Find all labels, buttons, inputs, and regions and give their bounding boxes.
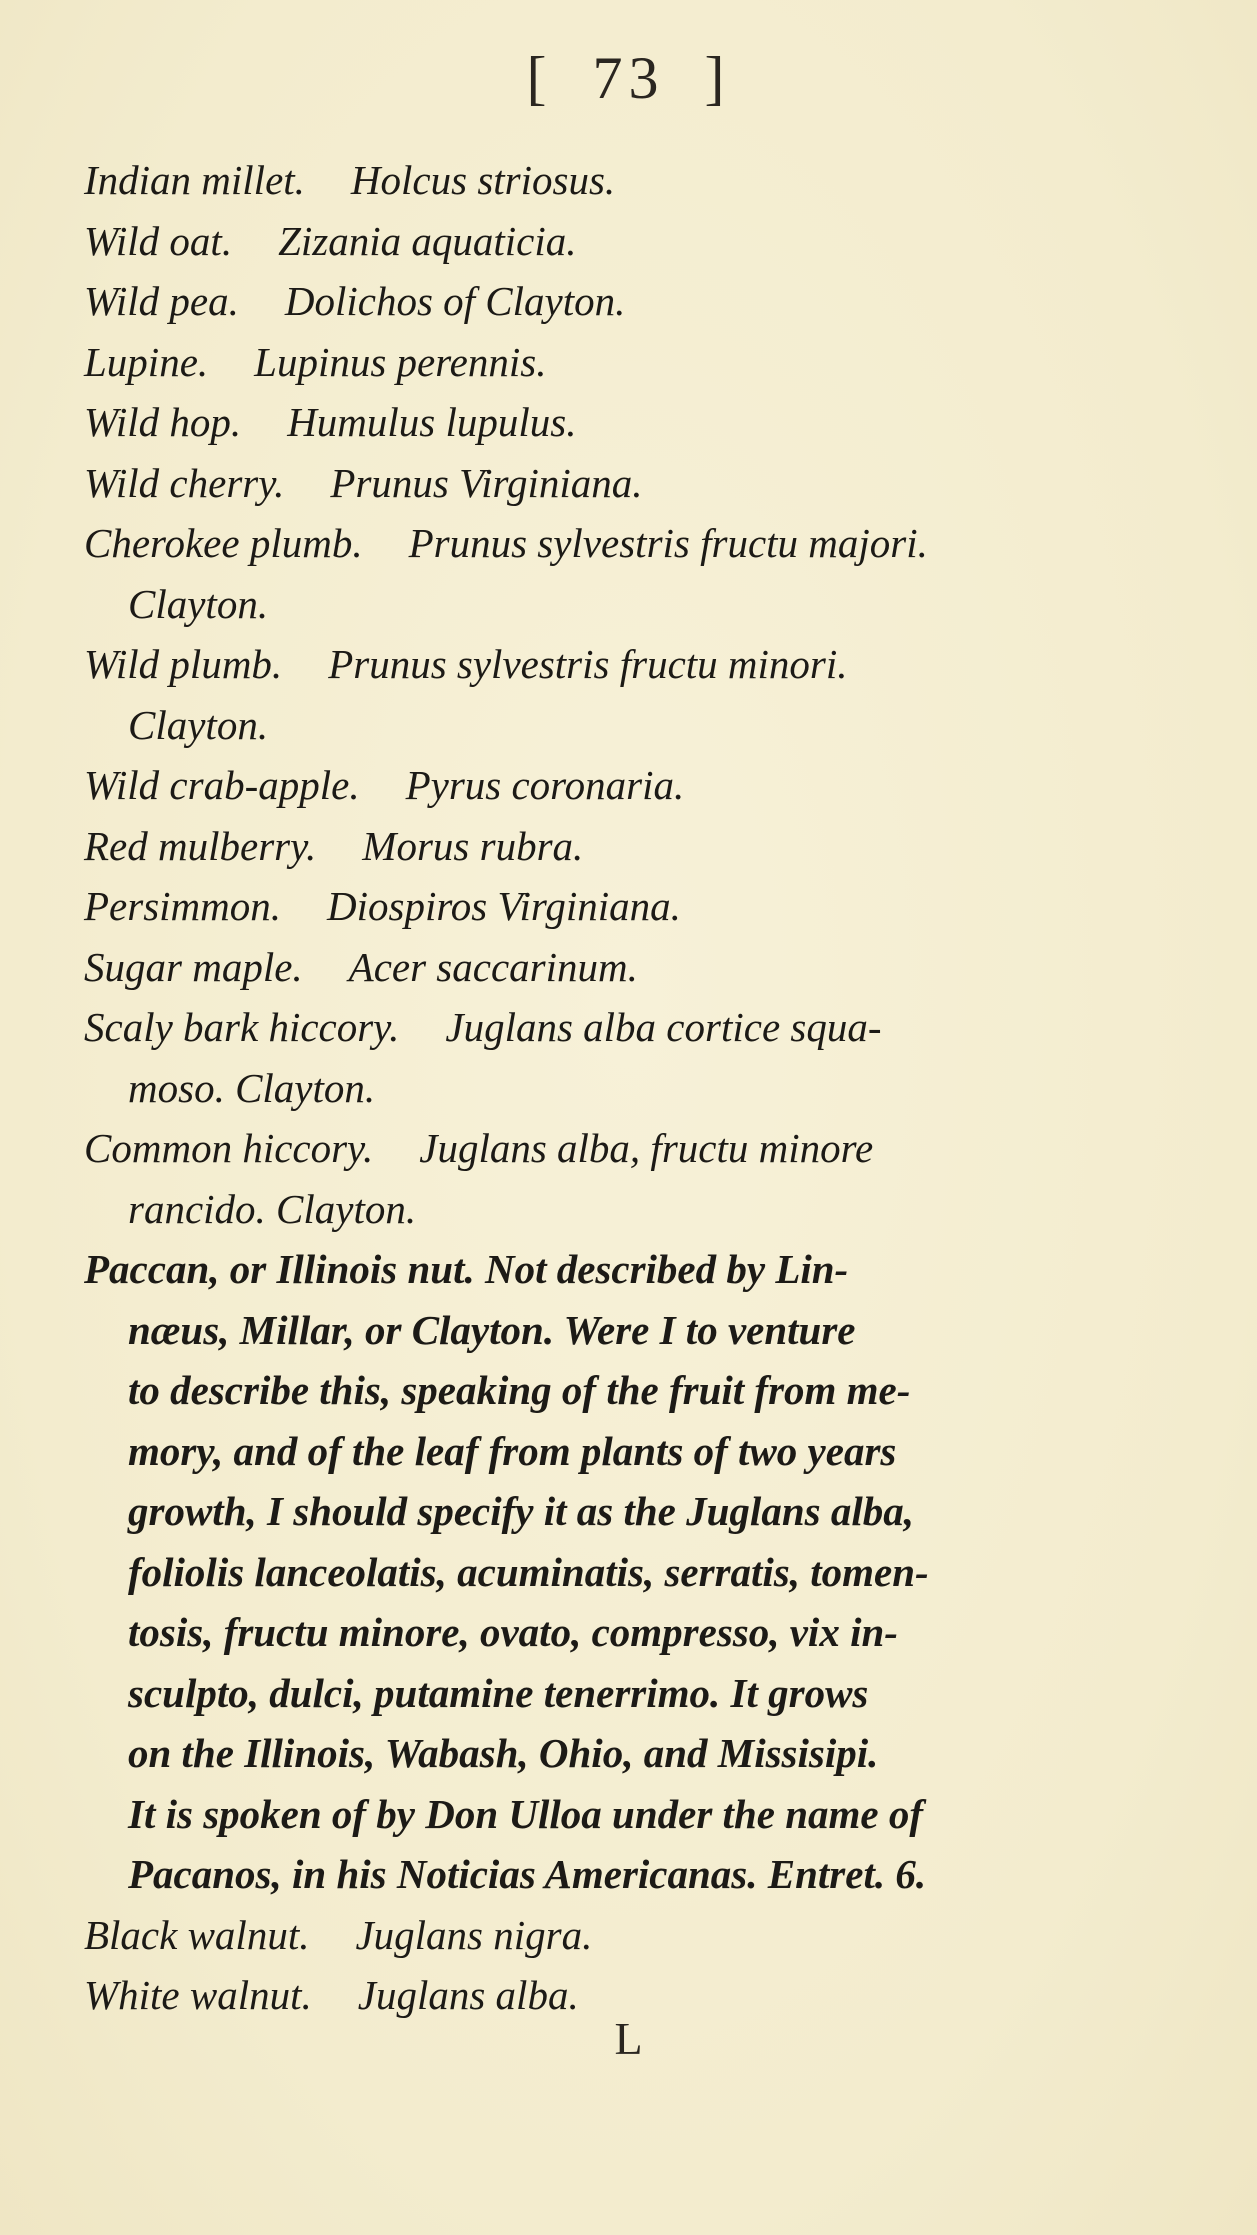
common-name: Persimmon. (84, 883, 282, 929)
list-item (84, 1905, 1084, 1966)
common-name: Red mulberry. (84, 822, 317, 869)
common-name: Sugar maple. (84, 943, 303, 990)
common-name: Wild plumb. (84, 641, 283, 687)
list-item (84, 997, 1084, 1058)
paccan-line: foliolis lanceolatis, acuminatis, serratis, tomen- (128, 1548, 929, 1595)
paccan-line: næus, Millar, or Clayton. Were I to venture (128, 1306, 856, 1353)
paccan-line: Pacanos, in his Noticias Americanas. Entret. 6. (128, 1851, 927, 1897)
signature-mark: L (614, 2013, 643, 2064)
paccan-line: tosis, fructu minore, ovato, compresso, vix in- (128, 1609, 898, 1655)
scientific-name: Juglans alba, fructu minore (419, 1125, 874, 1171)
scientific-name: Lupinus perennis. (254, 338, 547, 385)
paccan-line: on the Illinois, Wabash, Ohio, and Missisipi. (128, 1730, 879, 1776)
scientific-name: Pyrus coronaria. (405, 762, 685, 808)
scientific-name: Prunus sylvestris fructu majori. (408, 520, 928, 566)
scientific-name: Dolichos of Clayton. (284, 278, 626, 324)
scientific-name: Diospiros Virginiana. (327, 883, 681, 929)
page-header (0, 44, 1257, 113)
common-name: Black walnut. (84, 1911, 310, 1958)
scientific-name: Prunus sylvestris fructu minori. (328, 641, 848, 687)
common-name: Indian millet. (84, 157, 305, 203)
paccan-line: to describe this, speaking of the fruit from me- (128, 1367, 911, 1413)
list-item (84, 150, 1084, 211)
common-name: Scaly bark hiccory. (84, 1004, 400, 1050)
header-close-bracket: ] (704, 45, 731, 111)
list-item (84, 392, 1084, 453)
scientific-name: Zizania aquaticia. (278, 217, 577, 264)
scientific-name: Prunus Virginiana. (330, 459, 643, 506)
list-item (84, 211, 1084, 272)
common-name: Cherokee plumb. (84, 520, 363, 566)
scientific-name: Juglans nigra. (355, 1911, 593, 1958)
list-item-continuation: moso. Clayton. (128, 1064, 376, 1111)
common-name: White walnut. (84, 1972, 312, 2018)
common-name: Wild cherry. (84, 459, 285, 506)
paccan-line: sculpto, dulci, putamine tenerrimo. It grows (128, 1669, 869, 1716)
list-item (84, 271, 1084, 332)
list-item (84, 755, 1084, 816)
list-item (84, 332, 1084, 393)
list-item-continuation: rancido. Clayton. (128, 1185, 417, 1232)
scientific-name: Humulus lupulus. (287, 399, 577, 445)
scientific-name: Juglans alba. (357, 1972, 579, 2018)
list-item (84, 513, 1084, 574)
scientific-name: Acer saccarinum. (348, 943, 638, 990)
common-name: Common hiccory. (84, 1125, 374, 1171)
list-item (84, 453, 1084, 514)
list-item (84, 876, 1084, 937)
common-name: Wild hop. (84, 399, 242, 445)
common-name: Wild crab-apple. (84, 762, 360, 808)
paccan-line: It is spoken of by Don Ulloa under the name of (128, 1790, 923, 1837)
paccan-entry-first-line: Paccan, or Illinois nut. Not described by Lin- (84, 1246, 849, 1292)
common-name: Lupine. (84, 338, 209, 385)
paccan-line: growth, I should specify it as the Juglans alba, (128, 1488, 914, 1534)
list-item (84, 937, 1084, 998)
plant-list (84, 150, 1084, 2026)
page-number: 73 (592, 45, 665, 111)
list-item (84, 1118, 1084, 1179)
list-item-continuation: Clayton. (128, 701, 269, 748)
scientific-name: Holcus striosus. (350, 157, 616, 203)
scientific-name: Juglans alba cortice squa- (445, 1004, 882, 1050)
header-open-bracket: [ (526, 45, 553, 111)
list-item (84, 634, 1084, 695)
list-item-continuation: Clayton. (128, 580, 269, 627)
scientific-name: Morus rubra. (362, 822, 584, 869)
paccan-line: mory, and of the leaf from plants of two years (128, 1427, 897, 1474)
common-name: Wild oat. (84, 217, 233, 264)
common-name: Wild pea. (84, 278, 239, 324)
list-item (84, 816, 1084, 877)
